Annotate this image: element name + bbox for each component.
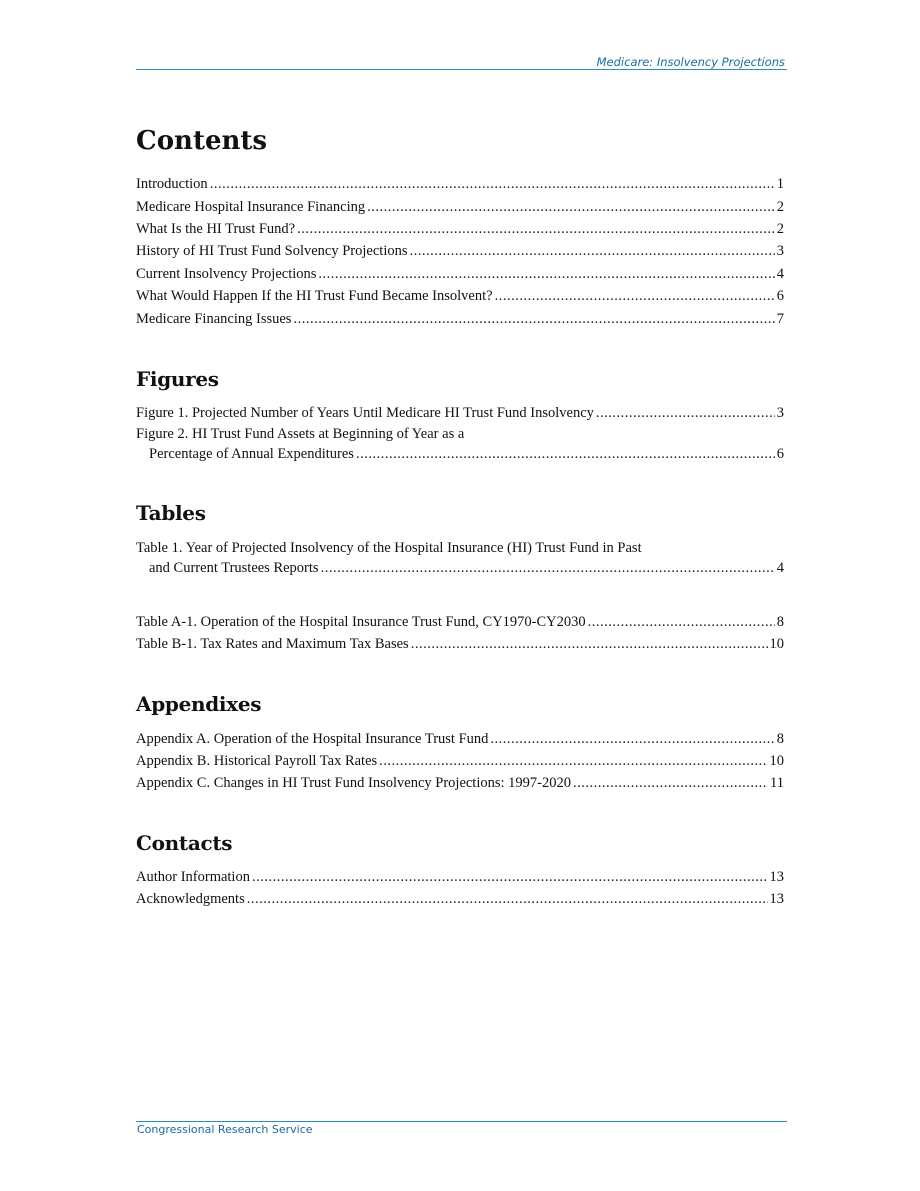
toc-entry-page: 3 bbox=[776, 405, 784, 421]
toc-entry-title: Current Insolvency Projections bbox=[136, 266, 317, 282]
dot-leader bbox=[210, 174, 775, 194]
toc-entry-current-projections[interactable] bbox=[136, 264, 784, 284]
toc-entry-page: 8 bbox=[776, 614, 784, 630]
toc-entry-insolvent[interactable] bbox=[136, 286, 784, 306]
dot-leader bbox=[379, 751, 767, 771]
tables-heading: Tables bbox=[136, 501, 206, 525]
toc-entry-hi-financing[interactable] bbox=[136, 197, 784, 217]
toc-entry-title: Acknowledgments bbox=[136, 891, 245, 907]
dot-leader bbox=[318, 264, 774, 284]
toc-entry-title: Table A-1. Operation of the Hospital Insurance Trust Fund, CY1970-CY2030 bbox=[136, 614, 586, 630]
footer-divider bbox=[136, 1121, 787, 1122]
toc-entry-page: 2 bbox=[776, 221, 784, 237]
toc-entry-page: 13 bbox=[769, 869, 784, 885]
toc-entry-appendix-b[interactable] bbox=[136, 751, 784, 771]
toc-entry-introduction[interactable] bbox=[136, 174, 784, 194]
dot-leader bbox=[297, 219, 775, 239]
toc-entry-title-line1: Table 1. Year of Projected Insolvency of the Hospital Insurance (HI) Trust Fund in Past bbox=[136, 540, 642, 556]
dot-leader bbox=[356, 444, 775, 464]
toc-entry-page: 10 bbox=[769, 636, 784, 652]
toc-entry-title: History of HI Trust Fund Solvency Projections bbox=[136, 243, 408, 259]
toc-entry-page: 11 bbox=[770, 775, 784, 791]
toc-entry-acknowledgments[interactable] bbox=[136, 889, 784, 909]
toc-entry-title: Medicare Financing Issues bbox=[136, 311, 292, 327]
toc-entry-title-line1: Figure 2. HI Trust Fund Assets at Beginning of Year as a bbox=[136, 426, 465, 442]
toc-entry-title: Medicare Hospital Insurance Financing bbox=[136, 199, 366, 215]
toc-entry-title: Appendix C. Changes in HI Trust Fund Insolvency Projections: 1997-2020 bbox=[136, 775, 571, 791]
toc-entry-page: 10 bbox=[769, 753, 784, 769]
appendixes-heading: Appendixes bbox=[136, 692, 262, 716]
dot-leader bbox=[321, 558, 775, 578]
dot-leader bbox=[573, 773, 768, 793]
contacts-heading: Contacts bbox=[136, 831, 233, 855]
dot-leader bbox=[411, 634, 768, 654]
toc-entry-page: 4 bbox=[776, 266, 784, 282]
running-footer: Congressional Research Service bbox=[137, 1123, 313, 1136]
toc-entry-title: Author Information bbox=[136, 869, 250, 885]
toc-entry-title: What Is the HI Trust Fund? bbox=[136, 221, 296, 237]
toc-entry-page: 2 bbox=[776, 199, 784, 215]
toc-entry-page: 13 bbox=[769, 891, 784, 907]
toc-entry-appendix-a[interactable] bbox=[136, 729, 784, 749]
dot-leader bbox=[252, 867, 768, 887]
toc-entry-page: 4 bbox=[776, 560, 784, 576]
dot-leader bbox=[293, 309, 774, 329]
toc-entry-page: 3 bbox=[776, 243, 784, 259]
toc-entry-page: 1 bbox=[776, 176, 784, 192]
toc-entry-title-line2: and Current Trustees Reports bbox=[149, 560, 319, 576]
dot-leader bbox=[410, 241, 775, 261]
toc-entry-financing-issues[interactable] bbox=[136, 309, 784, 329]
toc-entry-figure-1[interactable] bbox=[136, 403, 784, 423]
toc-entry-title: Appendix B. Historical Payroll Tax Rates bbox=[136, 753, 378, 769]
toc-entry-page: 6 bbox=[776, 446, 784, 462]
toc-entry-title: Figure 1. Projected Number of Years Until Medicare HI Trust Fund Insolvency bbox=[136, 405, 594, 421]
dot-leader bbox=[495, 286, 775, 306]
toc-entry-table-1[interactable] bbox=[136, 538, 784, 578]
toc-entry-title-line2: Percentage of Annual Expenditures bbox=[149, 446, 354, 462]
toc-entry-appendix-c[interactable] bbox=[136, 773, 784, 793]
toc-entry-table-a1[interactable] bbox=[136, 612, 784, 632]
dot-leader bbox=[490, 729, 774, 749]
toc-entry-author-information[interactable] bbox=[136, 867, 784, 887]
running-header: Medicare: Insolvency Projections bbox=[596, 55, 785, 69]
figures-heading: Figures bbox=[136, 367, 219, 391]
dot-leader bbox=[367, 197, 775, 217]
contents-heading: Contents bbox=[136, 126, 268, 156]
toc-entry-history-solvency[interactable] bbox=[136, 241, 784, 261]
toc-entry-table-b1[interactable] bbox=[136, 634, 784, 654]
dot-leader bbox=[596, 403, 775, 423]
toc-entry-page: 7 bbox=[776, 311, 784, 327]
dot-leader bbox=[588, 612, 775, 632]
toc-entry-title: Appendix A. Operation of the Hospital Insurance Trust Fund bbox=[136, 731, 489, 747]
header-divider bbox=[136, 69, 787, 70]
toc-entry-page: 8 bbox=[776, 731, 784, 747]
toc-entry-what-is-hi-trust-fund[interactable] bbox=[136, 219, 784, 239]
toc-entry-figure-2[interactable] bbox=[136, 424, 784, 464]
toc-entry-page: 6 bbox=[776, 288, 784, 304]
toc-entry-title: Introduction bbox=[136, 176, 208, 192]
toc-entry-title: What Would Happen If the HI Trust Fund Became Insolvent? bbox=[136, 288, 493, 304]
dot-leader bbox=[247, 889, 768, 909]
toc-entry-title: Table B-1. Tax Rates and Maximum Tax Bases bbox=[136, 636, 409, 652]
